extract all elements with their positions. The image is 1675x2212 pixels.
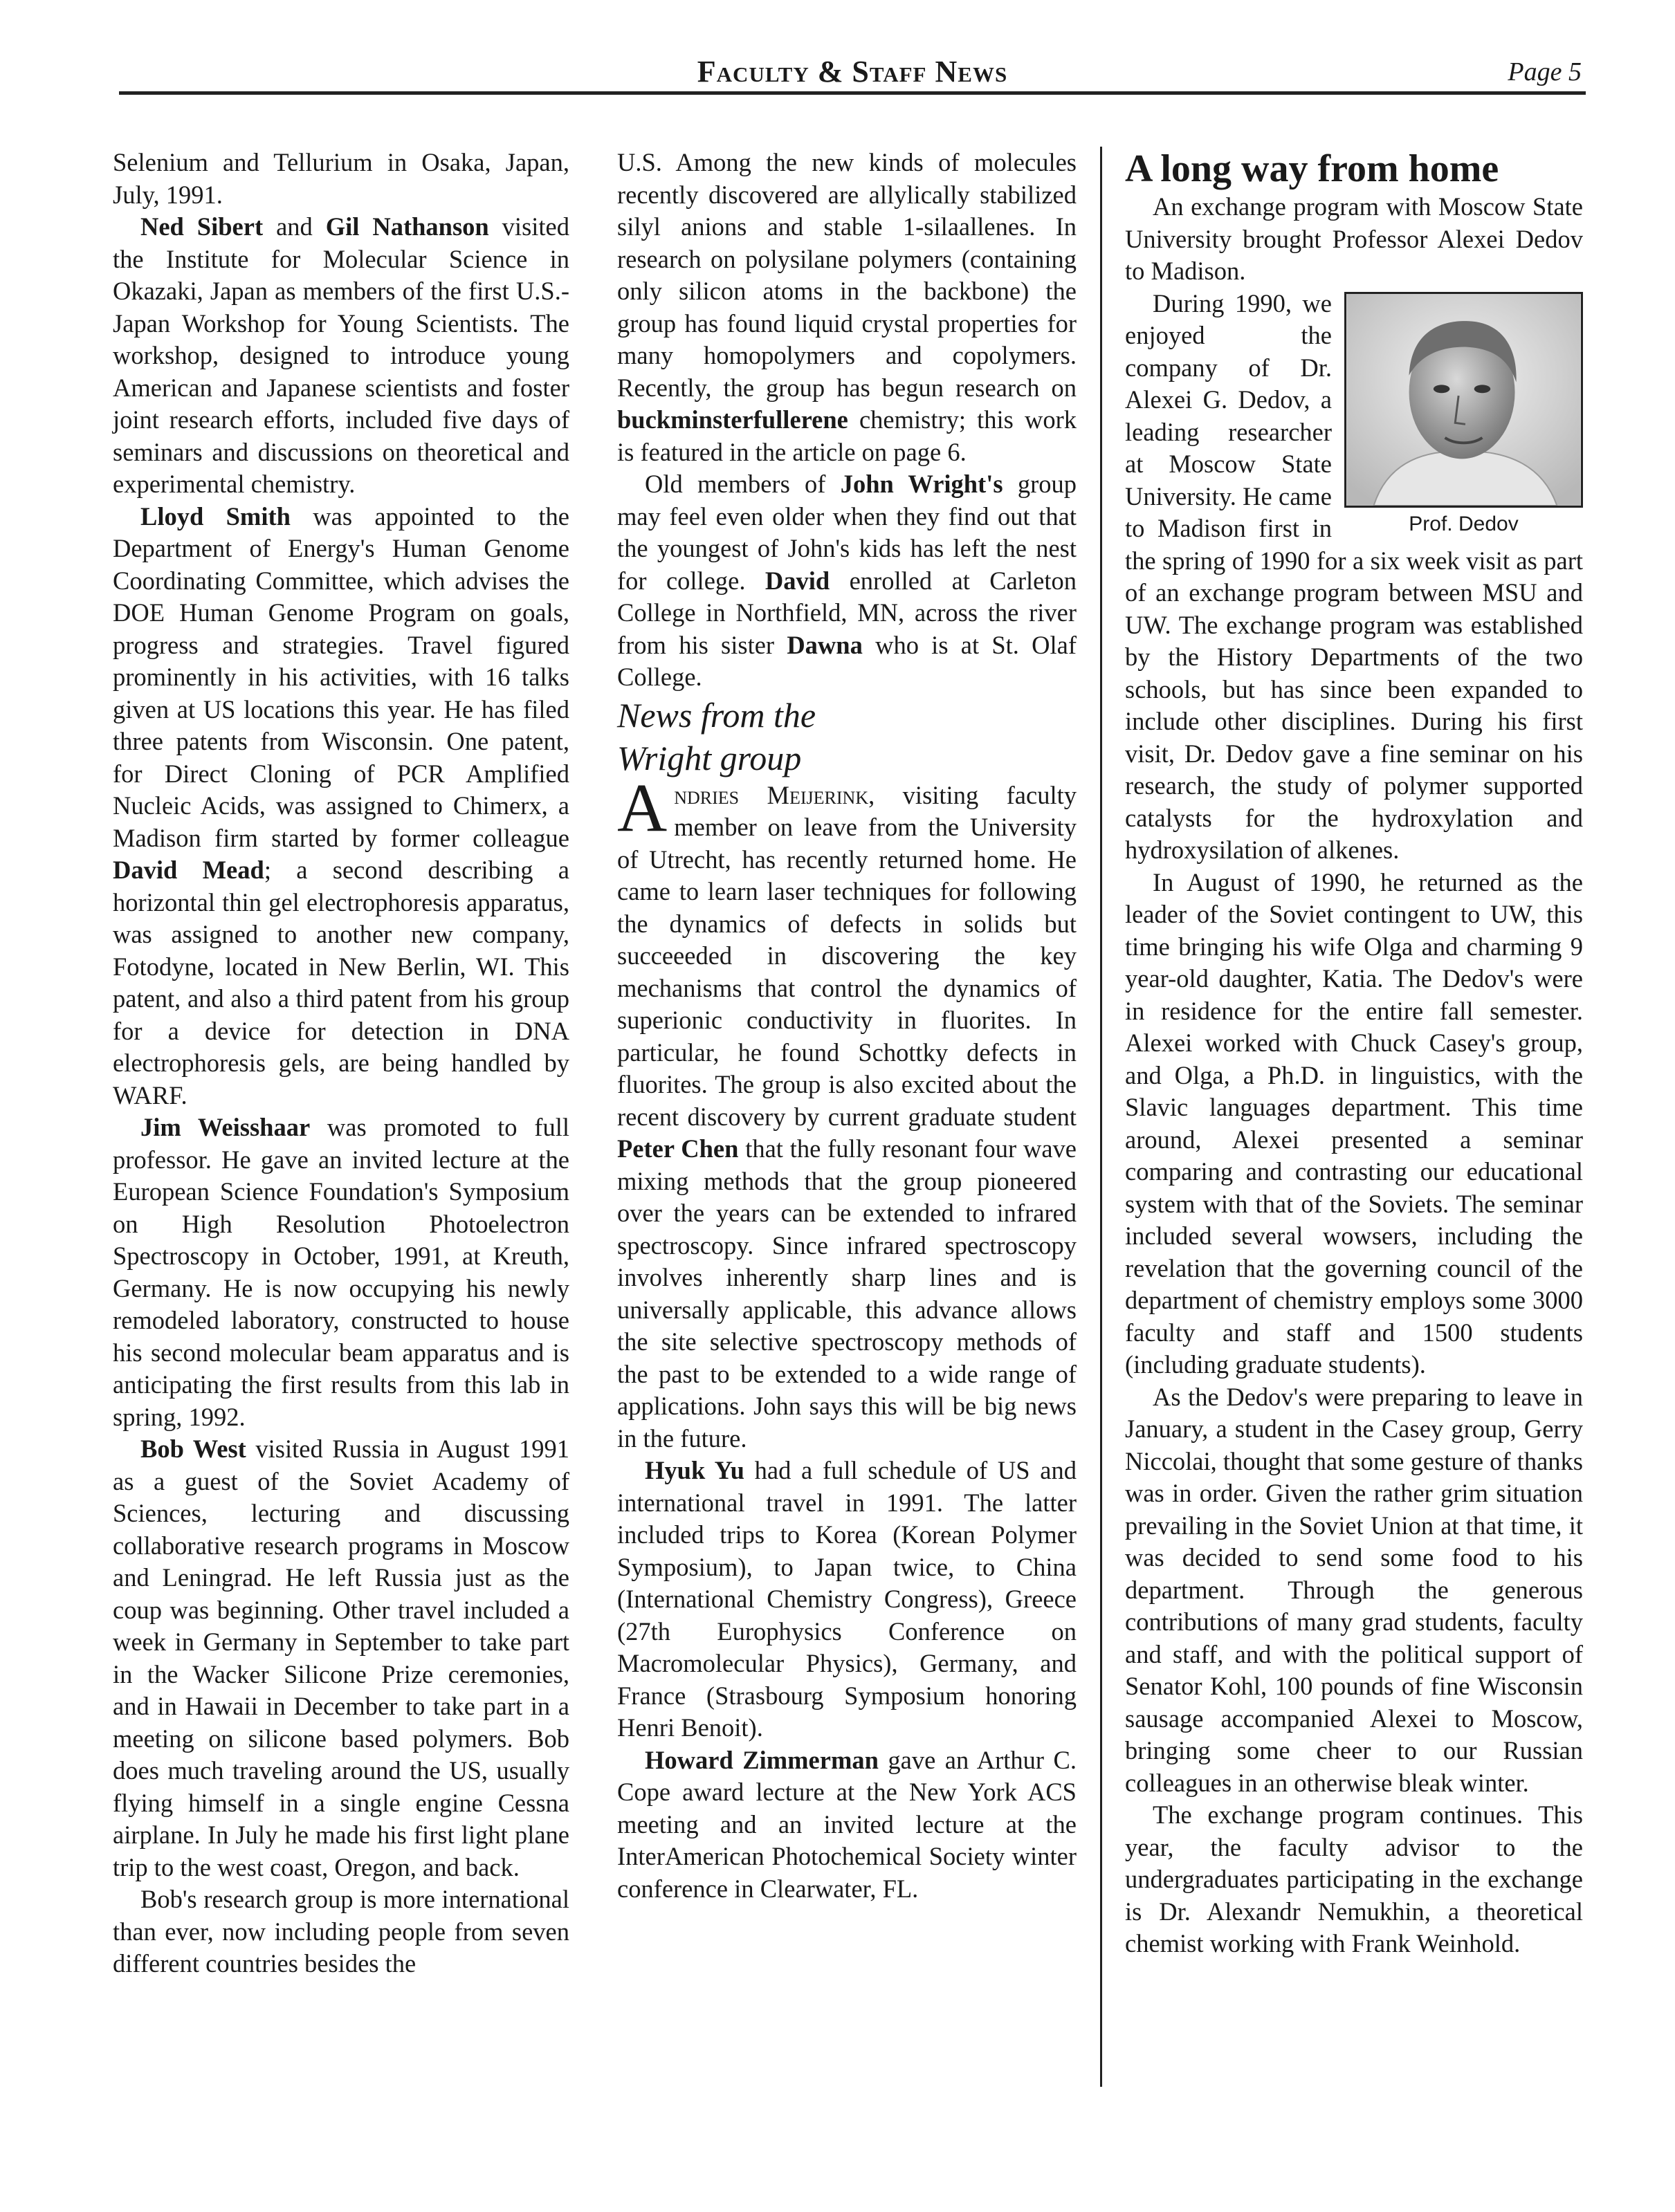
newsletter-title: Faculty & Staff News [697,55,1008,89]
person-name: Gil Nathanson [325,212,489,241]
paragraph: In August of 1990, he returned as the leader of the Soviet contingent to UW, this time bringing his wife Olga and charming 9 year-old daughter, Katia. The Dedov's were in residence for the entire fall semester. Alexei worked with Chuck Casey's group, and Olga, a Ph.D. in linguistics, with the Slavic languages department. This time around, Alexei presented a seminar comparing and contrasting our educational system with that of the Soviets. The seminar included several wowsers, including the revelation that the governing council of the department of chemistry employs some 3000 faculty and staff and 1500 students (including graduate students). [1125,867,1583,1379]
paragraph: Hyuk Yu had a full schedule of US and international travel in 1991. The latter included trips to Korea (Korean Polymer Symposium), to Japan twice, to China (International Chemistry Congress), Greece (27th Europhysics Conference on Macromolecular Physics), Germany, and France (Strasbourg Symposium honoring Henri Benoit). [617,1456,1077,1742]
drop-cap: A [617,768,668,846]
paragraph: The exchange program continues. This year, the faculty advisor to the undergraduates participating in the exchange is Dr. Alexandr Nemukhin, a theoretical chemist working with Frank Weinhold. [1125,1800,1583,1957]
paragraph: Selenium and Tellurium in Osaka, Japan, July, 1991. [113,148,569,209]
paragraph: Howard Zimmerman gave an Arthur C. Cope award lecture at the New York ACS meeting and an invited lecture at the InterAmerican Photochemical Society winter conference in Clearwater, FL. [617,1745,1077,1903]
page-header [119,53,1586,95]
section-heading: News from the Wright group [617,695,816,777]
paragraph: Bob's research group is more international than ever, now including people from seven different countries besides the [113,1885,569,1978]
page-number: Page 5 [1508,57,1582,86]
person-name: Howard Zimmerman [645,1745,879,1774]
portrait-image [1344,292,1583,508]
article-heading: A long way from home [1125,147,1499,190]
column-divider [1100,147,1102,2087]
portrait-photo [1344,292,1583,538]
column-3 [1125,147,1583,1960]
person-name: David Mead [113,856,264,884]
photo-caption: Prof. Dedov [1409,512,1519,535]
paragraph: Jim Weisshaar was promoted to full professor. He gave an invited lecture at the European Science Foundation's Symposium on High Resolution Photoelectron Spectroscopy in October, 1991, at Kreuth, Germany. He is now occupying his newly remodeled laboratory, constructed to house his second molecular beam apparatus and is anticipating the first results from this lab in spring, 1992. [113,1113,569,1431]
paragraph: Andries Meijerink, visiting faculty member on leave from the University of Utrecht, has recently returned home. He came to learn laser techniques for following the dynamics of defects in solids but succeeeded in discovering the key mechanisms that control the dynamics of superionic conductivity in fluorites. In particular, he found Schottky defects in fluorites. The group is also excited about the recent discovery by current graduate student Peter Chen that the fully resonant four wave mixing methods that the group pioneered over the years can be extended to infrared spectroscopy. Since infrared spectroscopy involves inherently sharp lines and is universally applicable, this advance allows the site selective spectroscopy methods of the past to be extended to a wide range of applications. John says this will be big news in the future. [617,768,1077,1453]
person-name: Ned Sibert [140,212,264,241]
person-name: Dawna [787,630,863,659]
person-name: David [765,566,830,595]
person-name: Bob West [140,1435,246,1463]
keyword: buckminsterfullerene [617,405,848,434]
paragraph: Lloyd Smith was appointed to the Department of Energy's Human Genome Coordinating Committee, which advises the DOE Human Genome Program on goals, progress and strategies. Travel figured prominently in his activities, with 16 talks given at US locations this year. He has filed three patents from Wisconsin. One patent, for Direct Cloning of PCR Amplified Nucleic Acids, was assigned to Chimerx, a Madison firm started by former colleague David Mead; a second describing a horizontal thin gel electrophoresis apparatus, was assigned to another new company, Fotodyne, located in New Berlin, WI. This patent, and also a third patent from his group for a device for detection in DNA electrophoresis gels, are being handled by WARF. [113,501,569,1109]
paragraph: As the Dedov's were preparing to leave in January, a student in the Casey group, Gerry Niccolai, thought that some gesture of thanks was in order. Given the rather grim situation prevailing in the Soviet Union at that time, it was decided to send some food to his department. Through the generous contributions of many grad students, faculty and staff, and with the political support of Senator Kohl, 100 pounds of fine Wisconsin sausage accompanied Alexei to Moscow, bringing some cheer to our Russian colleagues in an otherwise bleak winter. [1125,1382,1583,1797]
person-name: Hyuk Yu [645,1456,744,1484]
column-1 [113,147,569,1980]
column-2 [617,147,1077,1905]
person-name: Jim Weisshaar [140,1113,311,1141]
person-name: Peter Chen [617,1134,739,1163]
paragraph: During 1990, we enjoyed the company of Dr. Alexei G. Dedov, a leading researcher at Moscow State University. He came to Madison first in the spring of 1990 for a six week visit as part of an exchange program between MSU and UW. The exchange program was established by the History Departments of the two schools, but has since been expanded to include other disciplines. During his first visit, Dr. Dedov gave a fine seminar on his research, the study of polymer supported catalysts for the hydroxylation and hydroxysilation of alkenes. [1125,288,1583,864]
person-name: John Wright's [840,470,1003,498]
person-name: Lloyd Smith [140,501,291,531]
paragraph: Old members of John Wright's group may feel even older when they find out that the youngest of John's kids has left the nest for college. David enrolled at Carleton College in Northfield, MN, across the river from his sister Dawna who is at St. Olaf College. [617,470,1077,691]
paragraph: An exchange program with Moscow State University brought Professor Alexei Dedov to Madison. [1125,192,1583,285]
paragraph: Bob West visited Russia in August 1991 as a guest of the Soviet Academy of Sciences, lecturing and discussing collaborative research programs in Moscow and Leningrad. He left Russia just as the coup was beginning. Other travel included a week in Germany in September to take part in the Wacker Silicone Prize ceremonies, and in Hawaii in December to take part in a meeting on silicone based polymers. Bob does much traveling around the US, usually flying himself in a single engine Cessna airplane. In July he made his first light plane trip to the west coast, Oregon, and back. [113,1435,570,1881]
paragraph: Ned Sibert and Gil Nathanson visited the Institute for Molecular Science in Okazaki, Japan as members of the first U.S.-Japan Workshop for Young Scientists. The workshop, designed to introduce young American and Japanese scientists and foster joint research efforts, included five days of seminars and discussions on theoretical and experimental chemistry. [113,212,569,498]
paragraph: U.S. Among the new kinds of molecules recently discovered are allylically stabilized silyl anions and stable 1-silaallenes. In research on polysilane polymers (containing only silicon atoms in the backbone) the group has found liquid crystal properties for many homopolymers and copolymers. Recently, the group has begun research on buckminsterfullerene chemistry; this work is featured in the article on page 6. [617,148,1077,466]
